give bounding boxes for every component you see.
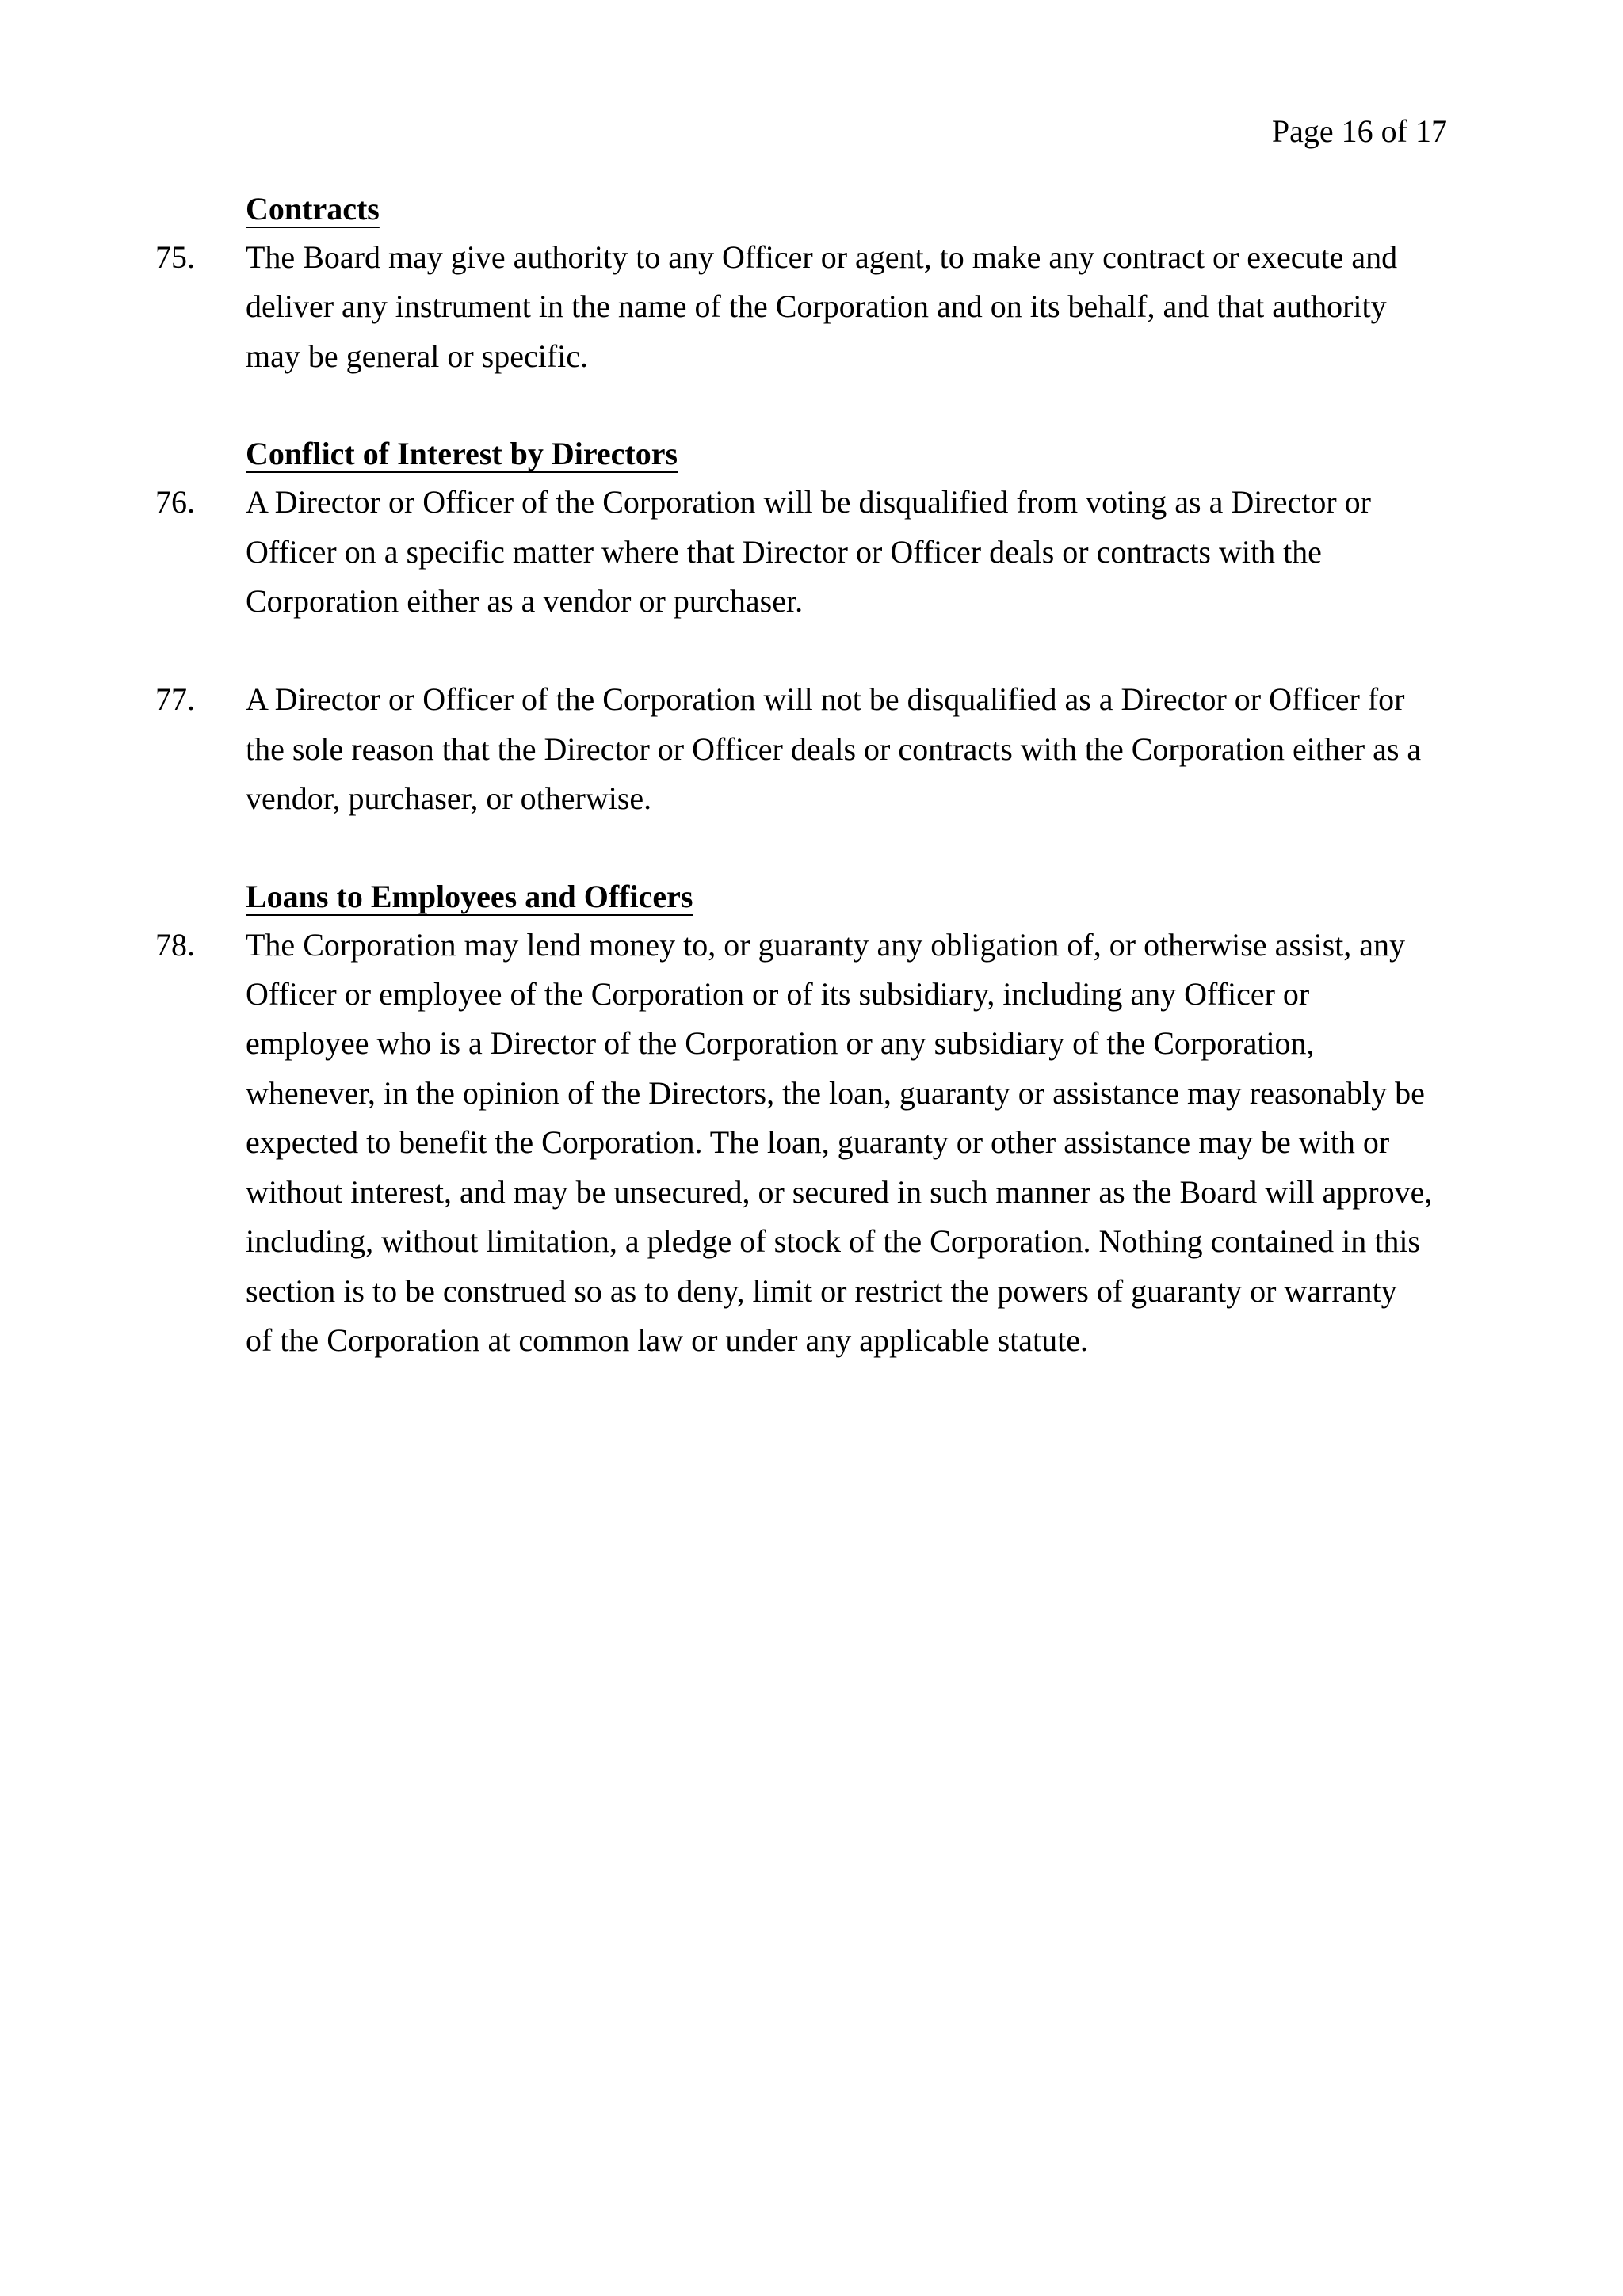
clause-line: the sole reason that the Director or Officer deals or contracts with the Corporation either as a <box>246 730 1422 767</box>
clause-number: 75. <box>155 239 195 275</box>
clause-number: 78. <box>155 926 195 963</box>
page-number: Page 16 of 17 <box>1271 113 1447 149</box>
clause-line: including, without limitation, a pledge of stock of the Corporation. Nothing contained in this <box>246 1223 1420 1260</box>
clause-line: employee who is a Director of the Corporation or any subsidiary of the Corporation, <box>246 1025 1315 1062</box>
paragraph-gap <box>0 381 1623 430</box>
clause-line: may be general or specific. <box>246 338 589 374</box>
section-heading-contracts: Contracts <box>246 191 380 227</box>
clause-line: A Director or Officer of the Corporation will not be disqualified as a Director or Officer for <box>246 681 1405 718</box>
clause-line: The Board may give authority to any Officer or agent, to make any contract or execute and <box>246 239 1398 275</box>
clause-line: section is to be construed so as to deny, limit or restrict the powers of guaranty or warranty <box>246 1272 1397 1309</box>
clause-line: A Director or Officer of the Corporation will be disqualified from voting as a Director or <box>246 484 1371 521</box>
clause-line: The Corporation may lend money to, or guaranty any obligation of, or otherwise assist, any <box>246 926 1406 963</box>
clause-line: Corporation either as a vendor or purchaser. <box>246 583 804 620</box>
clause-line: of the Corporation at common law or under any applicable statute. <box>246 1322 1089 1358</box>
clause-line: Officer or employee of the Corporation or of its subsidiary, including any Officer or <box>246 976 1310 1013</box>
paragraph-gap <box>0 824 1623 873</box>
clause-text <box>246 675 1490 823</box>
clause-text <box>246 478 1490 626</box>
clause-75 <box>0 233 1623 381</box>
section-heading-loans: Loans to Employees and Officers <box>246 878 693 914</box>
clause-line: whenever, in the opinion of the Directors, the loan, guaranty or assistance may reasonably be <box>246 1074 1425 1111</box>
clause-78 <box>0 921 1623 1366</box>
document-body <box>0 185 1623 1365</box>
clause-line: deliver any instrument in the name of the Corporation and on its behalf, and that authority <box>246 288 1387 325</box>
clause-line: Officer on a specific matter where that Director or Officer deals or contracts with the <box>246 533 1322 570</box>
clause-number: 76. <box>155 484 195 521</box>
clause-77 <box>0 675 1623 823</box>
clause-text <box>246 233 1490 381</box>
clause-text <box>246 921 1490 1366</box>
clause-number: 77. <box>155 681 195 718</box>
clause-line: vendor, purchaser, or otherwise. <box>246 780 652 817</box>
clause-line: expected to benefit the Corporation. The loan, guaranty or other assistance may be with or <box>246 1124 1390 1161</box>
clause-line: without interest, and may be unsecured, or secured in such manner as the Board will approve, <box>246 1173 1433 1210</box>
clause-76 <box>0 478 1623 626</box>
section-heading-conflict-of-interest: Conflict of Interest by Directors <box>246 436 678 472</box>
paragraph-gap <box>0 626 1623 675</box>
